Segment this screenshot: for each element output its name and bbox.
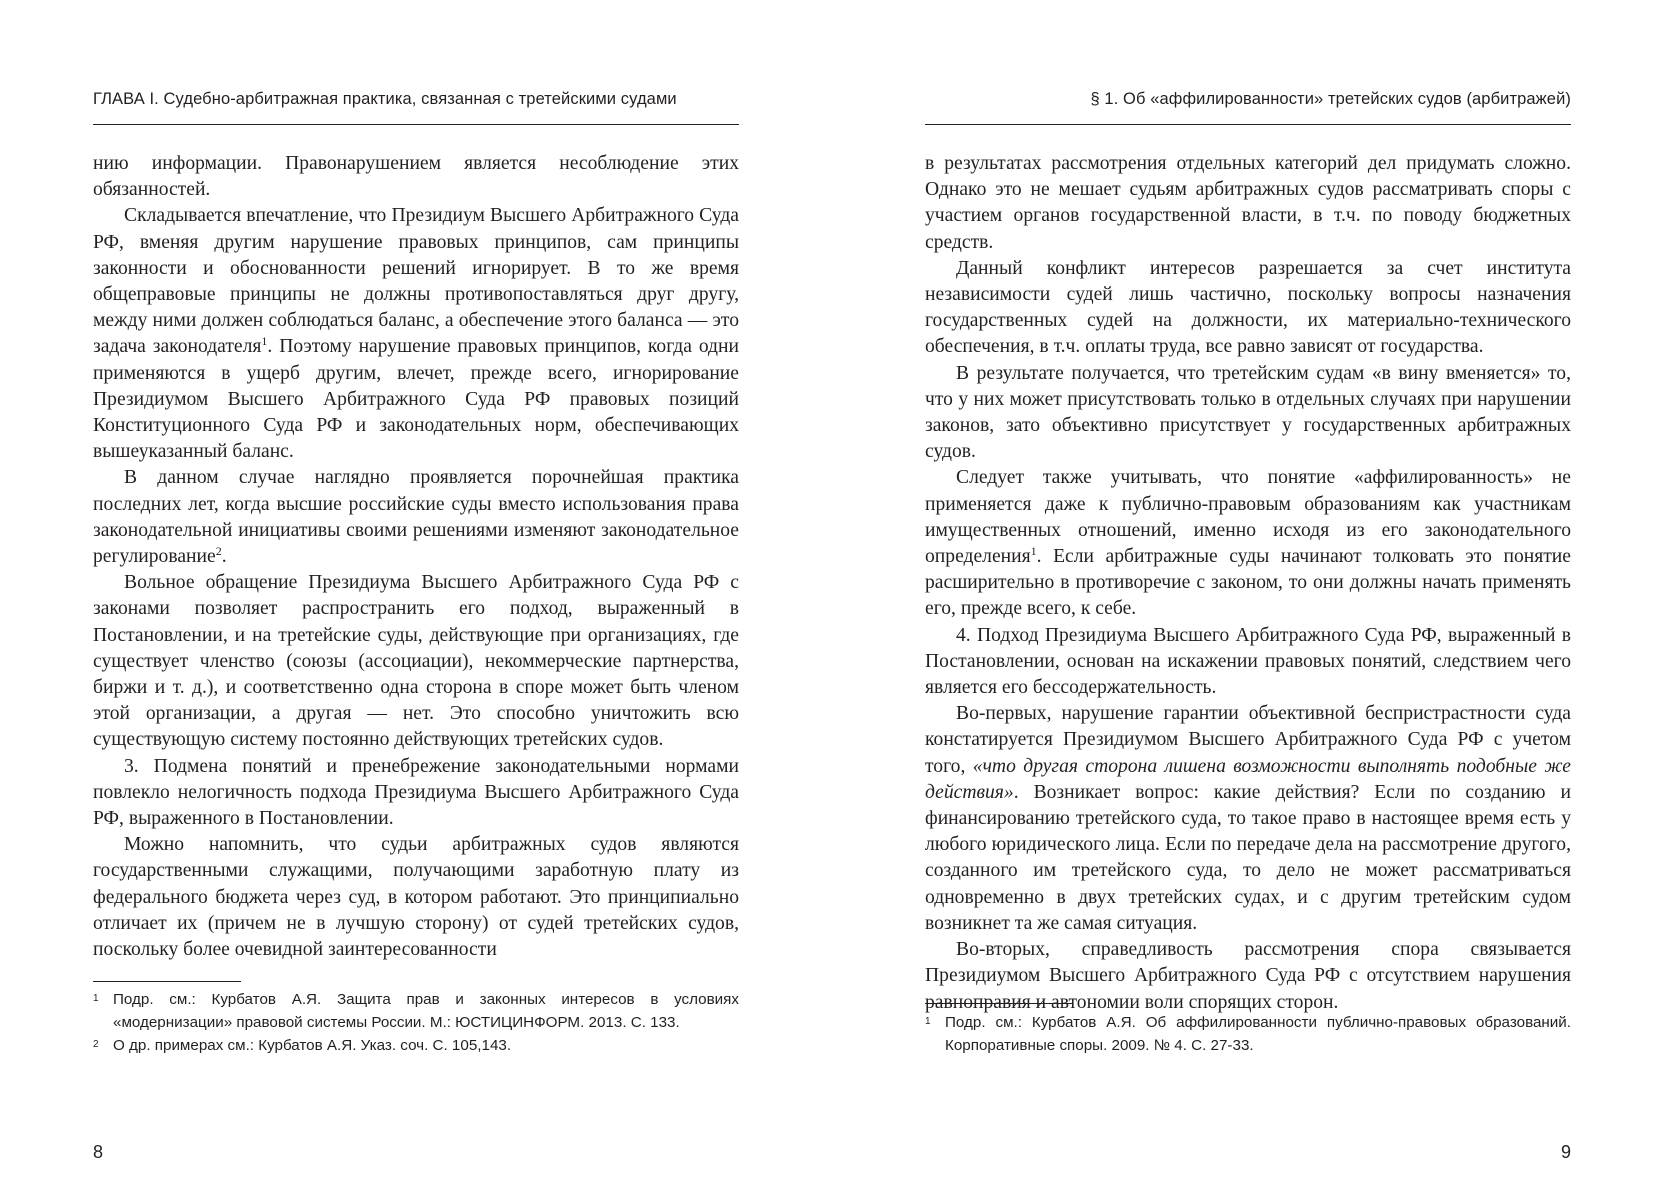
paragraph-text: Складывается впечатление, что Президиум Высшего Арбитражного Суда РФ, вменяя другим нарушение правовых принципов, сам принципы законности и обоснованности решений игнорирует. В то же время общеправовые принципы не должны противопоставляться друг другу, между ними должен соблюдаться баланс, а обеспечение этого баланса — это задача законодателя (93, 205, 739, 358)
italic-quote: «что другая сторона лишена возможности выполнять подобные же действия» (925, 755, 1571, 803)
paragraph: в результатах рассмотрения отдельных категорий дел придумать сложно. Однако это не мешает судьям арбитражных судов рассматривать споры с участием органов государственной власти, в т.ч. по поводу бюджетных средств. (925, 153, 1571, 253)
page-number: 9 (1560, 1142, 1571, 1162)
paragraph: нию информации. Правонарушением является несоблюдение этих обязанностей. (93, 153, 739, 201)
paragraph (93, 203, 739, 465)
body-text (925, 151, 1571, 1016)
paragraph-text: Следует также учитывать, что понятие «аффилированность» не применяется даже к публично-правовым образованиям как участникам имущественных отношений, именно исходя из его законодательного определения (925, 467, 1571, 568)
paragraph-text: . Поэтому нарушение правовых принципов, когда одни применяются в ущерб другим, влечет, прежде всего, игнорирование Президиумом Высшего Арбитражного Суда РФ правовых позиций Конституционного Суда РФ и законодательных норм, обеспечивающих вышеуказанный баланс. (93, 336, 739, 463)
footnote-mark: 2 (93, 1039, 99, 1050)
left-page (93, 0, 739, 1199)
paragraph (925, 701, 1571, 937)
paragraph: 3. Подмена понятий и пренебрежение законодательными нормами повлекло нелогичность подхода Президиума Высшего Арбитражного Суда РФ, выраженного в Постановлении. (93, 755, 739, 830)
footnote-rule (93, 981, 241, 982)
footnote-ref: 2 (215, 544, 222, 559)
paragraph: Вольное обращение Президиума Высшего Арбитражного Суда РФ с законами позволяет распространить его подход, выраженный в Постановлении, и на третейские суды, действующие при организациях, где существует членство (союзы (ассоциации), некоммерческие партнерства, биржи и т. д.), и соответственно одна сторона в споре может быть членом этой организации, а другая — нет. Это способно уничтожить всю существующую систему постоянно действующих третейских судов. (93, 572, 739, 751)
footnote (93, 988, 739, 1034)
footnote-mark: 1 (925, 1016, 931, 1027)
paragraph-text: . (221, 546, 227, 568)
paragraph (925, 465, 1571, 622)
footnote-ref: 1 (1030, 544, 1037, 559)
paragraph: Можно напомнить, что судьи арбитражных судов являются государственными служащими, получающими заработную плату из федерального бюджета через суд, в котором работают. Это принципиально отличает их (причем не в лучшую сторону) от судей третейских судов, поскольку более очевидной заинтересованности (93, 834, 739, 961)
paragraph-text: В данном случае наглядно проявляется порочнейшая практика последних лет, когда высшие российские суды вместо использования права законодательной инициативы своими решениями изменяют законодательное регулирование (93, 467, 739, 568)
footnote-mark: 1 (93, 993, 99, 1004)
paragraph: Во-вторых, справедливость рассмотрения спора связывается Президиумом Высшего Арбитражного Суда РФ с отсутствием нарушения равноправия и автономии воли спорящих сторон. (925, 939, 1571, 1013)
footnote (925, 1011, 1571, 1057)
footnote-text: Подр. см.: Курбатов А.Я. Защита прав и законных интересов в условиях «модернизации» правовой системы России. М.: ЮСТИЦИНФОРМ. 2013. С. 133. (113, 991, 739, 1031)
paragraph-text: . Возникает вопрос: какие действия? Если по созданию и финансированию третейского суда, то такое право в настоящее время есть у любого юридического лица. Если по передаче дела на рассмотрение другого, созданного им третейского суда, то дело не может рассматриваться одновременно в двух третейских судах, и с другим третейским судом возникнет та же самая ситуация. (925, 781, 1571, 934)
header-rule (925, 124, 1571, 125)
paragraph: Данный конфликт интересов разрешается за счет института независимости судей лишь частично, поскольку вопросы назначения государственных судей на должности, их материально-технического обеспечения, в т.ч. оплаты труда, все равно зависят от государства. (925, 257, 1571, 358)
body-text (93, 151, 739, 963)
footnote-text: Подр. см.: Курбатов А.Я. Об аффилированности публично-правовых образований. Корпоративные споры. 2009. № 4. С. 27-33. (945, 1014, 1571, 1054)
running-head: ГЛАВА I. Судебно-арбитражная практика, связанная с третейскими судами (93, 90, 677, 108)
footnote (93, 1034, 739, 1057)
footnote-text: О др. примерах см.: Курбатов А.Я. Указ. соч. С. 105,143. (113, 1037, 512, 1054)
header-rule (93, 124, 739, 125)
paragraph (93, 465, 739, 570)
footnote-ref: 1 (261, 334, 268, 349)
paragraph: В результате получается, что третейским судам «в вину вменяется» то, что у них может присутствовать только в отдельных случаях при нарушении законов, зато объективно присутствует у государственных арбитражных судов. (925, 362, 1571, 463)
right-page (925, 0, 1571, 1199)
footnotes (925, 1011, 1571, 1057)
page-number: 8 (93, 1142, 104, 1162)
running-head: § 1. Об «аффилированности» третейских судов (арбитражей) (1090, 90, 1571, 108)
footnotes (93, 988, 739, 1057)
paragraph: 4. Подход Президиума Высшего Арбитражного Суда РФ, выраженный в Постановлении, основан на искажении правовых понятий, следствием чего является его бессодержательность. (925, 624, 1571, 699)
paragraph-text: . Если арбитражные суды начинают толковать это понятие расширительно в противоречие с законом, то они должны начать применять его, прежде всего, к себе. (925, 546, 1571, 620)
paragraph-text: Во-первых, нарушение гарантии объективной беспристрастности суда констатируется Президиумом Высшего Арбитражного Суда РФ с учетом того, (925, 703, 1571, 777)
footnote-rule (925, 1003, 1073, 1004)
